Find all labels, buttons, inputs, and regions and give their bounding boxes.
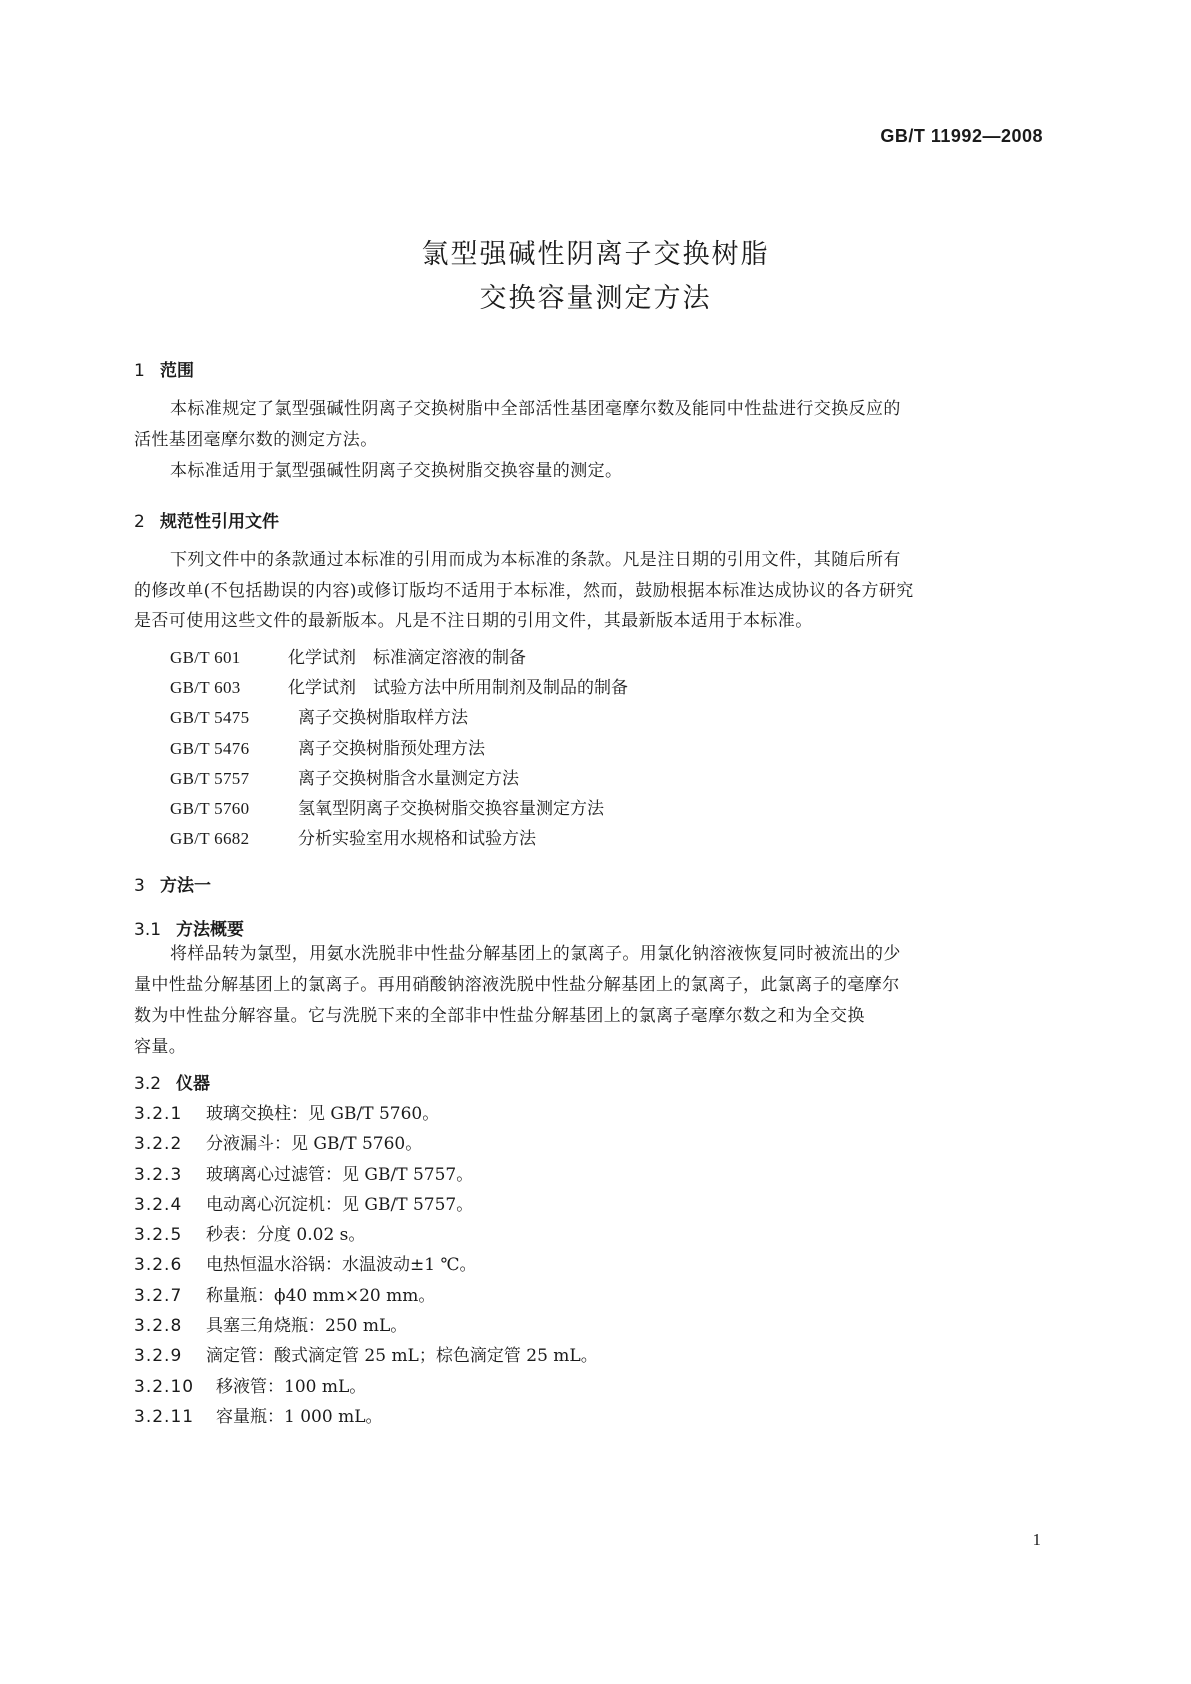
apparatus-item (134, 1099, 439, 1124)
reference-title: 分析实验室用水规格和试验方法 (298, 829, 536, 849)
reference-title: 离子交换树脂取样方法 (298, 708, 468, 728)
section-number: 1 (134, 361, 145, 381)
reference-code: GB/T 6682 (170, 829, 250, 848)
paragraph-line: 的修改单(不包括勘误的内容)或修订版均不适用于本标准，然而，鼓励根据本标准达成协议的各方研究 (134, 581, 914, 601)
section-3-heading (134, 871, 211, 896)
section-title: 方法一 (160, 876, 211, 896)
apparatus-item (134, 1190, 473, 1215)
paragraph-line: 本标准规定了氯型强碱性阴离子交换树脂中全部活性基团毫摩尔数及能同中性盐进行交换反应的 (170, 399, 901, 419)
reference-title: 化学试剂 标准滴定溶液的制备 (288, 648, 526, 668)
paragraph-line: 数为中性盐分解容量。它与洗脱下来的全部非中性盐分解基团上的氯离子毫摩尔数之和为全交换 (134, 1006, 865, 1026)
subsection-3-2-heading (134, 1069, 210, 1094)
page-number: 1 (1032, 1530, 1041, 1549)
paragraph-line: 将样品转为氯型，用氨水洗脱非中性盐分解基团上的氯离子。用氯化钠溶液恢复同时被流出的少 (170, 944, 901, 964)
document-title-line2: 交换容量测定方法 (479, 283, 712, 314)
item-text: 秒表：分度 0.02 s。 (206, 1225, 366, 1245)
item-text: 容量瓶：1 000 mL。 (216, 1407, 383, 1427)
section-2-heading (134, 507, 279, 532)
item-number: 3.2.4 (134, 1195, 183, 1215)
reference-item (170, 643, 526, 668)
item-text: 移液管：100 mL。 (216, 1377, 367, 1397)
item-text: 玻璃离心过滤管：见 GB/T 5757。 (206, 1165, 474, 1185)
reference-item (170, 764, 519, 789)
item-number: 3.2.8 (134, 1316, 183, 1336)
paragraph-line: 下列文件中的条款通过本标准的引用而成为本标准的条款。凡是注日期的引用文件，其随后所有 (170, 550, 901, 570)
paragraph-line: 本标准适用于氯型强碱性阴离子交换树脂交换容量的测定。 (170, 461, 623, 481)
reference-item (170, 734, 485, 759)
section-number: 3 (134, 876, 145, 896)
paragraph-line: 量中性盐分解基团上的氯离子。再用硝酸钠溶液洗脱中性盐分解基团上的氯离子，此氯离子的毫摩尔 (134, 975, 900, 995)
reference-item (170, 794, 604, 819)
apparatus-item (134, 1129, 422, 1154)
apparatus-item (134, 1220, 365, 1245)
apparatus-item (134, 1250, 476, 1275)
reference-title: 化学试剂 试验方法中所用制剂及制品的制备 (288, 678, 628, 698)
apparatus-item (134, 1311, 407, 1336)
apparatus-item (134, 1372, 366, 1397)
reference-code: GB/T 5475 (170, 708, 250, 727)
subsection-number: 3.2 (134, 1074, 162, 1094)
item-number: 3.2.6 (134, 1255, 183, 1275)
document-title-line1: 氯型强碱性阴离子交换树脂 (421, 239, 770, 270)
item-text: 分液漏斗：见 GB/T 5760。 (206, 1134, 423, 1154)
item-text: 玻璃交换柱：见 GB/T 5760。 (206, 1104, 440, 1124)
reference-title: 氢氧型阴离子交换树脂交换容量测定方法 (298, 799, 604, 819)
subsection-title: 仪器 (176, 1074, 210, 1094)
item-text: 电热恒温水浴锅：水温波动±1 ℃。 (206, 1255, 477, 1275)
apparatus-item (134, 1341, 598, 1366)
item-number: 3.2.5 (134, 1225, 183, 1245)
item-number: 3.2.3 (134, 1165, 183, 1185)
reference-code: GB/T 601 (170, 648, 241, 667)
reference-code: GB/T 5760 (170, 799, 250, 818)
reference-item (170, 673, 628, 698)
item-number: 3.2.11 (134, 1407, 195, 1427)
apparatus-item (134, 1281, 435, 1306)
section-number: 2 (134, 512, 145, 532)
paragraph-line: 容量。 (134, 1037, 187, 1057)
item-text: 称量瓶：ϕ40 mm×20 mm。 (206, 1286, 436, 1306)
reference-code: GB/T 603 (170, 678, 241, 697)
item-number: 3.2.10 (134, 1377, 195, 1397)
reference-code: GB/T 5757 (170, 769, 250, 788)
item-text: 滴定管：酸式滴定管 25 mL；棕色滴定管 25 mL。 (206, 1346, 598, 1366)
section-title: 规范性引用文件 (160, 512, 279, 532)
item-number: 3.2.9 (134, 1346, 183, 1366)
reference-title: 离子交换树脂含水量测定方法 (298, 769, 519, 789)
reference-code: GB/T 5476 (170, 739, 250, 758)
item-number: 3.2.7 (134, 1286, 183, 1306)
item-number: 3.2.2 (134, 1134, 183, 1154)
paragraph-line: 活性基团毫摩尔数的测定方法。 (134, 430, 378, 450)
paragraph-line: 是否可使用这些文件的最新版本。凡是不注日期的引用文件，其最新版本适用于本标准。 (134, 611, 813, 631)
subsection-title: 方法概要 (176, 920, 244, 940)
apparatus-item (134, 1402, 382, 1427)
standard-code: GB/T 11992—2008 (880, 126, 1043, 146)
item-text: 电动离心沉淀机：见 GB/T 5757。 (206, 1195, 474, 1215)
item-number: 3.2.1 (134, 1104, 183, 1124)
reference-title: 离子交换树脂预处理方法 (298, 739, 485, 759)
section-1-heading (134, 356, 194, 381)
reference-item (170, 703, 468, 728)
section-title: 范围 (160, 361, 194, 381)
subsection-number: 3.1 (134, 920, 162, 940)
item-text: 具塞三角烧瓶：250 mL。 (206, 1316, 408, 1336)
apparatus-item (134, 1160, 473, 1185)
reference-item (170, 824, 536, 849)
subsection-3-1-heading (134, 915, 244, 940)
